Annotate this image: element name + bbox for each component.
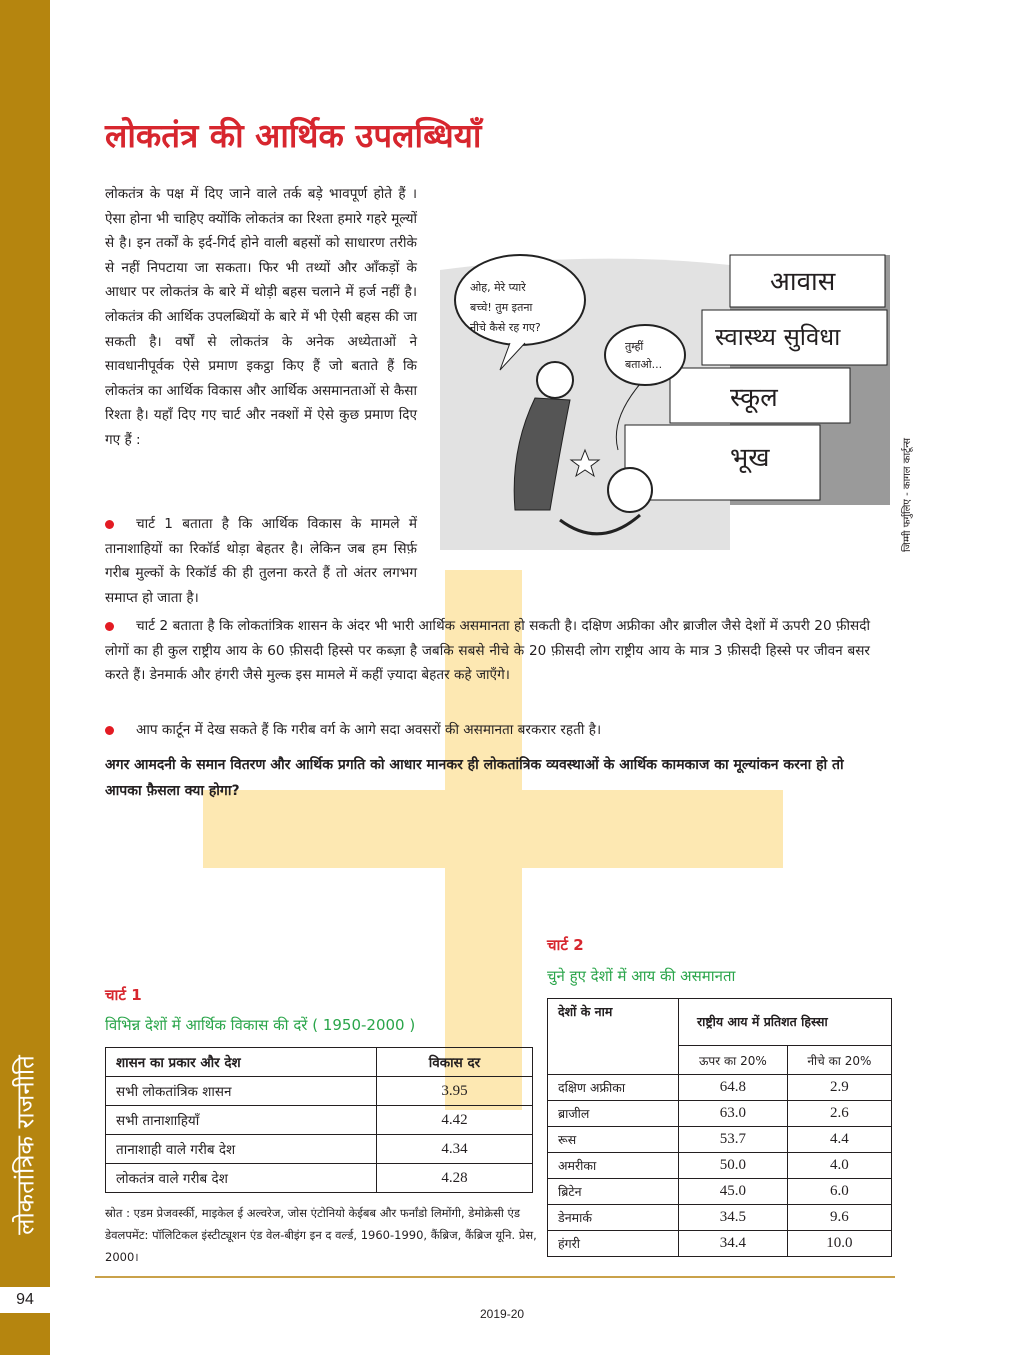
bullet-dot-icon — [105, 622, 114, 631]
cell-bottom-20: 10.0 — [787, 1231, 891, 1257]
column-header: राष्ट्रीय आय में प्रतिशत हिस्सा — [679, 999, 892, 1046]
speech-bubble-child: तुम्हीं बताओ... — [625, 340, 663, 371]
cell-top-20: 64.8 — [679, 1075, 788, 1101]
cell-regime: लोकतंत्र वाले गरीब देश — [106, 1164, 377, 1193]
table-row — [548, 1127, 892, 1153]
cell-rate: 4.42 — [377, 1106, 533, 1135]
table-row — [548, 1179, 892, 1205]
cell-country: हंगरी — [548, 1231, 679, 1257]
step-label: आवास — [770, 267, 836, 297]
step-label: स्वास्थ्य सुविधा — [715, 323, 841, 351]
cell-bottom-20: 9.6 — [787, 1205, 891, 1231]
cell-top-20: 34.5 — [679, 1205, 788, 1231]
cell-top-20: 63.0 — [679, 1101, 788, 1127]
cartoon-credit: जिम्मी फर्गुलिए - कागल कार्टून्स — [902, 437, 913, 553]
speech-bubble-woman: ओह, मेरे प्यारे बच्चे! तुम इतना नीचे कैसे रह गए? — [470, 281, 541, 334]
cell-regime: सभी तानाशाहियाँ — [106, 1106, 377, 1135]
cell-bottom-20: 4.4 — [787, 1127, 891, 1153]
cell-country: ब्राजील — [548, 1101, 679, 1127]
chart1-table — [105, 1047, 533, 1193]
bullet-text: चार्ट 2 बताता है कि लोकतांत्रिक शासन के अंदर भी भारी आर्थिक असमानता हो सकती है। दक्षिण अफ्रीका और ब्राजील जैसे देशों में ऊपरी 20 फ़ीसदी लोगों का ही कुल राष्ट्रीय आय के 60 फ़ीसदी हिस्से पर कब्ज़ा है जबकि सबसे नीचे के 20 फ़ीसदी लोग राष्ट्रीय आय के मात्र 3 फ़ीसदी हिस्से पर जीवन बसर करते हैं। डेनमार्क और हंगरी जैसे मुल्क इस मामले में कहीं ज़्यादा बेहतर कहे जाएँगे। — [105, 618, 870, 684]
table-row — [548, 1153, 892, 1179]
step-label: स्कूल — [730, 383, 778, 413]
running-title: लोकतांत्रिक राजनीति — [11, 1055, 40, 1235]
cell-country: अमरीका — [548, 1153, 679, 1179]
cell-country: दक्षिण अफ्रीका — [548, 1075, 679, 1101]
table-row — [548, 1101, 892, 1127]
cell-country: रूस — [548, 1127, 679, 1153]
bullet-item — [105, 614, 870, 688]
cell-rate: 4.28 — [377, 1164, 533, 1193]
chart2-subtitle: चुने हुए देशों में आय की असमानता — [547, 967, 736, 985]
page-title: लोकतंत्र की आर्थिक उपलब्धियाँ — [105, 116, 482, 155]
chart1-source: स्रोत : एडम प्रेजवर्स्की, माइकेल ई अल्वरेज, जोस एंटोनियो केईबब और फर्नांडो लिमोंगी, डेमोक्रेसी एंड डेवलपमेंट: पॉलिटिकल इंस्टीट्यूशन एंड वेल-बीइंग इन द वर्ल्ड, 1960-1990, कैंब्रिज, कैंब्रिज यूनि. प्रेस, 2000। — [105, 1206, 537, 1264]
column-header: नीचे का 20% — [787, 1046, 891, 1075]
cell-bottom-20: 6.0 — [787, 1179, 891, 1205]
cell-top-20: 50.0 — [679, 1153, 788, 1179]
intro-paragraph: लोकतंत्र के पक्ष में दिए जाने वाले तर्क बड़े भावपूर्ण होते हैं । ऐसा होना भी चाहिए क्योंकि लोकतंत्र का रिश्ता हमारे गहरे मूल्यों से है। इन तर्कों के इर्द-गिर्द होने वाली बहसों को साधारण तरीके से नहीं निपटाया जा सकता। फिर भी तथ्यों और आँकड़ों के आधार पर लोकतंत्र के बारे में थोड़ी बहस चलाने में हर्ज नहीं है। लोकतंत्र की आर्थिक उपलब्धियों के बारे में भी ऐसी बहस की जा सकती है। वर्षों से लोकतंत्र के अनेक अध्येताओं ने सावधानीपूर्वक ऐसे प्रमाण इकट्ठा किए हैं जो बताते हैं कि लोकतंत्र का आर्थिक विकास और आर्थिक असमानताओं से कैसा रिश्ता है। यहाँ दिए गए चार्ट और नक्शों में ऐसे कुछ प्रमाण दिए गए हैं : — [105, 186, 417, 448]
cell-country: ब्रिटेन — [548, 1179, 679, 1205]
cell-rate: 3.95 — [377, 1077, 533, 1106]
table-row — [106, 1106, 533, 1135]
table-row — [548, 1231, 892, 1257]
column-header: शासन का प्रकार और देश — [106, 1048, 377, 1077]
bullet-text: चार्ट 1 बताता है कि आर्थिक विकास के मामले में तानाशाहियों का रिकॉर्ड थोड़ा बेहतर है। लेकिन जब हम सिर्फ़ गरीब मुल्कों के रिकॉर्ड की ही तुलना करते हैं तो अंतर लगभग समाप्त हो जाता है। — [105, 516, 417, 606]
cell-rate: 4.34 — [377, 1135, 533, 1164]
footer-rule — [95, 1276, 895, 1278]
chart2-label: चार्ट 2 — [547, 936, 584, 954]
cell-regime: तानाशाही वाले गरीब देश — [106, 1135, 377, 1164]
cell-top-20: 34.4 — [679, 1231, 788, 1257]
table-row — [548, 1075, 892, 1101]
bullet-dot-icon — [105, 520, 114, 529]
cell-bottom-20: 4.0 — [787, 1153, 891, 1179]
cell-top-20: 45.0 — [679, 1179, 788, 1205]
column-header: देशों के नाम — [548, 999, 679, 1075]
table-header-row — [548, 999, 892, 1046]
chart2-table — [547, 998, 892, 1257]
table-row — [106, 1135, 533, 1164]
question: अगर आमदनी के समान वितरण और आर्थिक प्रगति को आधार मानकर ही लोकतांत्रिक व्यवस्थाओं के आर्थिक कामकाज का मूल्यांकन करना हो तो आपका फ़ैसला क्या होगा? — [105, 757, 844, 799]
cell-top-20: 53.7 — [679, 1127, 788, 1153]
cell-regime: सभी लोकतांत्रिक शासन — [106, 1077, 377, 1106]
table-header-row — [106, 1048, 533, 1077]
bullet-item — [105, 512, 417, 610]
table-row — [106, 1164, 533, 1193]
bullet-text: आप कार्टून में देख सकते हैं कि गरीब वर्ग के आगे सदा अवसरों की असमानता बरकरार रहती है। — [136, 722, 602, 738]
chart1-label: चार्ट 1 — [105, 986, 142, 1004]
cell-bottom-20: 2.9 — [787, 1075, 891, 1101]
table-row — [106, 1077, 533, 1106]
step-label: भूख — [730, 443, 770, 473]
bullet-dot-icon — [105, 726, 114, 735]
page-number: 94 — [0, 1287, 50, 1313]
footer-year: 2019-20 — [480, 1307, 525, 1321]
bullet-item — [105, 718, 870, 743]
cell-bottom-20: 2.6 — [787, 1101, 891, 1127]
cartoon-illustration — [440, 250, 920, 590]
table-row — [548, 1205, 892, 1231]
column-header: ऊपर का 20% — [679, 1046, 788, 1075]
cell-country: डेनमार्क — [548, 1205, 679, 1231]
chart1-subtitle: विभिन्न देशों में आर्थिक विकास की दरें ( 1950-2000 ) — [105, 1016, 416, 1034]
column-header: विकास दर — [377, 1048, 533, 1077]
